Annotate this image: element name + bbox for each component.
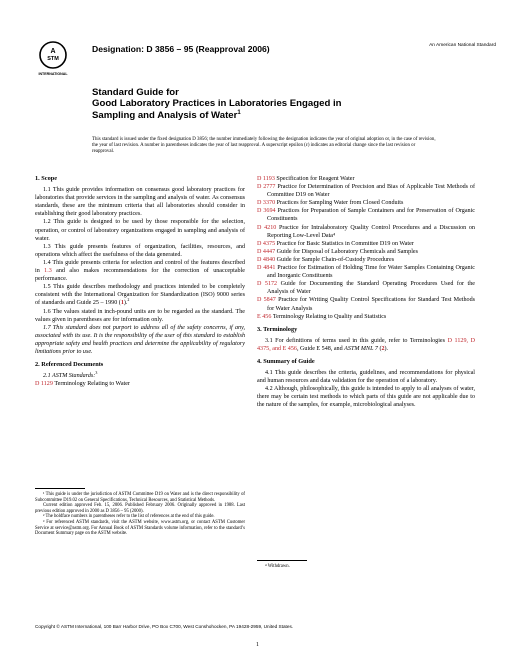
para-1-5: 1.5 This guide describes methodology and practices intended to be completely consistent with the International Organization for Standardization (ISO) 9000 series of standards and Guide 25 – 1990 (1).$^2$ xyxy=(35,284,245,307)
copyright-line: Copyright © ASTM International, 100 Barr Harbor Drive, PO Box C700, West Conshohocken, PA 19428-2959, United States. xyxy=(35,624,294,629)
astm-logo xyxy=(37,40,69,78)
ref-item: D 5847 Practice for Writing Quality Control Specifications for Standard Test Methods for Water Analysis xyxy=(257,297,475,312)
ref-item: D 1193 Specification for Reagent Water xyxy=(257,176,355,182)
title-line-2: Good Laboratory Practices in Laboratories Engaged in xyxy=(92,98,342,110)
footnote-rule xyxy=(257,560,307,561)
ref-code-link[interactable]: D 4840 xyxy=(257,256,276,263)
ref-item: D 4210 Practice for Intralaboratory Quality Control Procedures and a Discussion on Reporting Low-Level Data⁴ xyxy=(257,224,475,239)
title-line-3: Sampling and Analysis of Water xyxy=(92,109,238,121)
para-1-6: 1.6 The values stated in inch-pound units are to be regarded as the standard. The values given in parentheses are for information only. xyxy=(35,308,245,323)
footnote-1-edition: Current edition approved Feb. 15, 2006. Published February 2006. Originally approved in 1988. Last previous edition approved in 2000 as D 3856 – 95 (2000). xyxy=(35,503,245,514)
para-2-1: 2.1 ASTM Standards:$^3$ xyxy=(43,370,98,380)
designation: Designation: D 3856 – 95 (Reapproval 2006) xyxy=(92,44,270,54)
publisher-note: An American National Standard xyxy=(429,43,496,48)
title-line-1: Standard Guide for xyxy=(92,87,179,98)
para-4-2: 4.2 Although, philosophically, this guide is intended to apply to all analyses of water, there may be certain test methods to which parts of this guide are not applicable due to the nature of the samples, for example, microbiological analyses. xyxy=(257,386,475,409)
svg-text:STM: STM xyxy=(47,56,59,62)
issuance-notice: This standard is issued under the fixed designation D 3856; the number immediately following the designation indicates the year of original adoption or, in the case of revision, the year of last revision. A number in parentheses indicates the year of last reapproval. A superscript epsilon (ε) indicates an editorial change since the last revision or reapproval. xyxy=(92,137,436,155)
para-1-7: 1.7 This standard does not purport to address all of the safety concerns, if any, associated with its use. It is the responsibility of the user of this standard to establish appropriate safety and health practices and determine the applicability of regulatory limitations prior to use. xyxy=(35,324,245,355)
section-scope-heading: 1. Scope xyxy=(35,175,58,182)
para-4-1: 4.1 This guide describes the criteria, guidelines, and recommendations for physical and human resources and data validation for the operation of a laboratory. xyxy=(257,370,475,385)
ref-code-link[interactable]: E 456 xyxy=(257,313,272,320)
document-title xyxy=(92,87,432,121)
ref-item: D 4447 Guide for Disposal of Laboratory Chemicals and Samples xyxy=(257,248,418,255)
ref-code-link[interactable]: D 3694 xyxy=(257,208,276,215)
ref-item: D 1129 Terminology Relating to Water xyxy=(35,381,130,388)
ref-item: D 3694 Practices for Preparation of Sample Containers and for Preservation of Organic Constituents xyxy=(257,208,475,223)
ref-code-link[interactable]: D 1193 xyxy=(257,176,275,182)
para-3-1: 3.1 For definitions of terms used in this guide, refer to Terminologies D 1129, D 4375, and E 456, Guide E 548, and ASTM MNL 7 (2). xyxy=(257,337,475,352)
footnote-3: ³ For referenced ASTM standards, visit the ASTM website, www.astm.org, or contact ASTM Customer Service at service@astm.org. For Annual Book of ASTM Standards volume information, refer to the standard’s Document Summary page on the ASTM website. xyxy=(35,519,245,537)
svg-text:INTERNATIONAL: INTERNATIONAL xyxy=(38,72,68,76)
ref-item: E 456 Terminology Relating to Quality and Statistics xyxy=(257,313,387,320)
footnotes-right xyxy=(257,560,475,570)
footnote-1: ¹ This guide is under the jurisdiction of ASTM Committee D19 on Water and is the direct responsibility of Subcommittee D19.02 on General Specifications, Technical Resources, and Statistical Methods. xyxy=(35,492,245,503)
ref-code-link[interactable]: D 4210 xyxy=(257,224,277,231)
ref-code-link[interactable]: D 2777 xyxy=(257,184,276,191)
ref-item: D 4375 Practice for Basic Statistics in Committee D19 on Water xyxy=(257,240,414,247)
title-footnote-mark: 1 xyxy=(237,109,241,116)
section-terminology-heading: 3. Terminology xyxy=(257,325,298,333)
ref-item: D 3370 Practices for Sampling Water from Closed Conduits xyxy=(257,200,404,207)
terminology-links[interactable]: D 1129, D 4375, and E 456 xyxy=(257,337,475,352)
ref-link-1[interactable]: 1 xyxy=(120,300,124,307)
para-1-1: 1.1 This guide provides information on consensus good laboratory practices for laboratories that provide services in the sampling and analysis of water. As consensus standards, these are the minimum criteria that all laboratories should consider in establishing their good laboratory practices. xyxy=(35,187,245,218)
footnotes-left xyxy=(35,488,245,537)
footnote-2: ² The boldface numbers in parentheses refer to the list of references at the end of this guide. xyxy=(43,514,215,520)
footnote-rule xyxy=(35,488,85,489)
svg-text:A: A xyxy=(50,48,56,55)
referenced-standards-list xyxy=(257,175,475,321)
ref-code-link[interactable]: D 4447 xyxy=(257,248,276,255)
ref-item: D 5172 Guide for Documenting the Standard Operating Procedures Used for the Analysis of Water xyxy=(257,281,475,296)
left-column xyxy=(35,175,245,388)
ref-item: D 4841 Practice for Estimation of Holding Time for Water Samples Containing Organic and Inorganic Constituents xyxy=(257,265,475,280)
para-1-4: 1.4 This guide presents criteria for selection and control of the features described in 1.3 and also makes recommendations for the correction of unacceptable performance. xyxy=(35,259,245,283)
section-refdocs-heading: 2. Referenced Documents xyxy=(35,361,104,369)
ref-code-link[interactable]: D 1129 xyxy=(35,381,53,388)
ref-code-link[interactable]: D 4375 xyxy=(257,240,276,247)
ref-code-link[interactable]: D 5172 xyxy=(257,281,278,288)
ref-code-link[interactable]: D 5847 xyxy=(257,297,276,304)
para-1-2: 1.2 This guide is designed to be used by those responsible for the selection, operation, or control of laboratory organizations engaged in sampling and analysis of water. xyxy=(35,219,245,242)
footnote-4: ⁴ Withdrawn. xyxy=(265,564,290,569)
page-number: 1 xyxy=(256,642,259,648)
right-column xyxy=(257,175,475,410)
ref-item: D 2777 Practice for Determination of Precision and Bias of Applicable Test Methods of Committee D19 on Water xyxy=(257,184,475,199)
ref-code-link[interactable]: D 3370 xyxy=(257,200,276,207)
ref-link-2[interactable]: 2 xyxy=(381,345,385,352)
link-1-3[interactable]: 1.3 xyxy=(44,268,52,275)
section-summary-heading: 4. Summary of Guide xyxy=(257,357,315,365)
ref-code-link[interactable]: D 4841 xyxy=(257,265,276,272)
ref-item: D 4840 Guide for Sample Chain-of-Custody Procedures xyxy=(257,256,395,263)
para-1-3: 1.3 This guide presents features of organization, facilities, resources, and operations which affect the usefulness of the data generated. xyxy=(35,243,245,258)
